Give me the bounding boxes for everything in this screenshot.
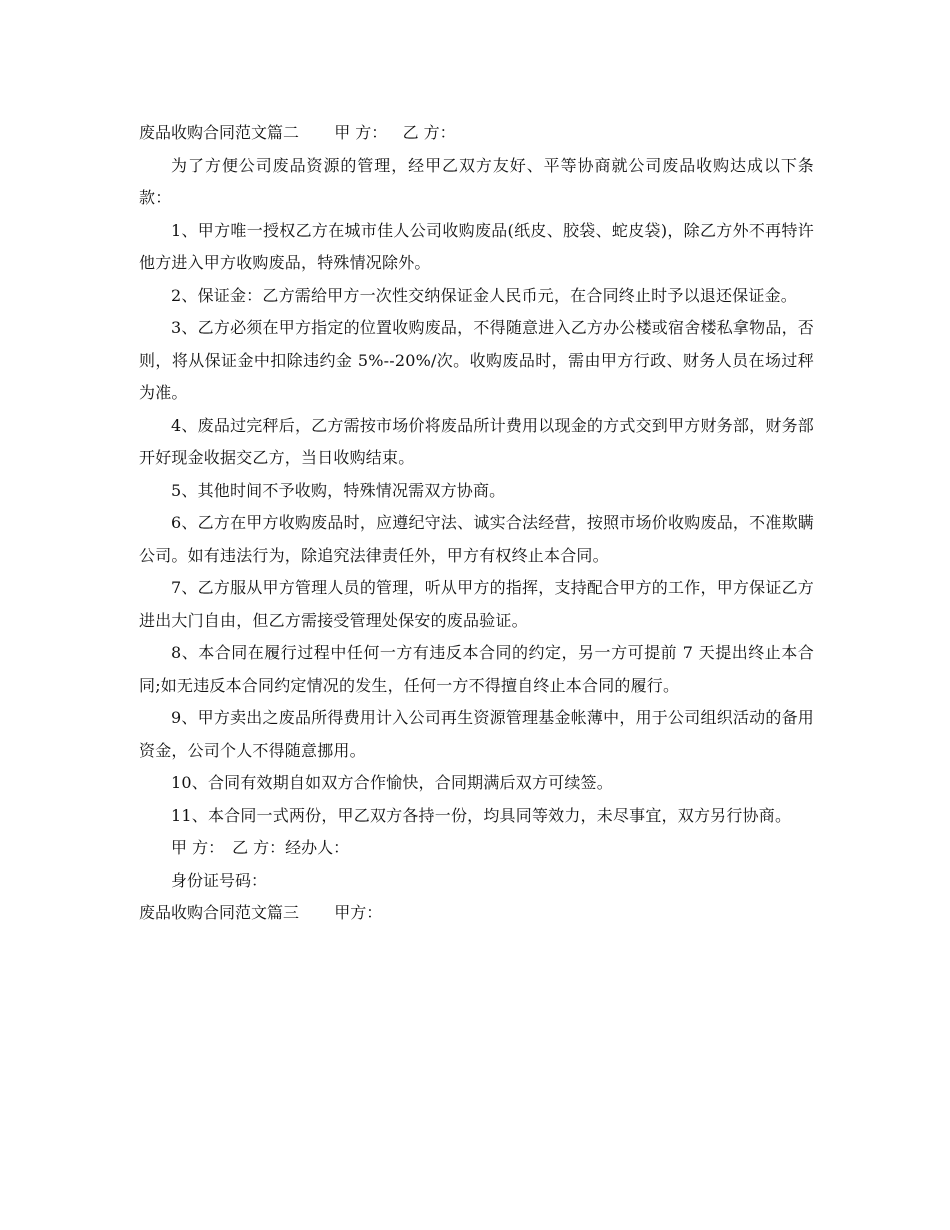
paragraph-clause-11: 11、本合同一式两份，甲乙双方各持一份，均具同等效力，未尽事宜，双方另行协商。 [171,805,792,825]
section-2-heading [139,117,814,150]
section-2-party-a: 甲 方： [334,123,388,142]
paragraph-clause-6: 6、乙方在甲方收购废品时，应遵纪守法、诚实合法经营，按照市场价收购废品，不准欺瞒公司。如有违法行为，除追究法律责任外，甲方有权终止本合同。 [139,513,814,565]
section-2-party-b: 乙 方： [402,123,456,142]
id-number-line: 身份证号码： [171,870,268,890]
paragraph-clause-8: 8、本合同在履行过程中任何一方有违反本合同的约定，另一方可提前 7 天提出终止本合同;如无违反本合同约定情况的发生，任何一方不得擅自终止本合同的履行。 [139,643,814,695]
section-3-party-a: 甲方： [334,903,383,922]
paragraph-clause-7: 7、乙方服从甲方管理人员的管理，听从甲方的指挥，支持配合甲方的工作，甲方保证乙方进出大门自由，但乙方需接受管理处保安的废品验证。 [139,578,814,630]
paragraph-intro: 为了方便公司废品资源的管理，经甲乙双方友好、平等协商就公司废品收购达成以下条款： [139,155,814,207]
paragraph-clause-5: 5、其他时间不予收购，特殊情况需双方协商。 [171,480,506,500]
section-2-title: 废品收购合同范文篇二 [139,123,300,142]
paragraph-clause-10: 10、合同有效期自如双方合作愉快，合同期满后双方可续签。 [171,773,613,792]
paragraph-clause-4: 4、废品过完秤后，乙方需按市场价将废品所计费用以现金的方式交到甲方财务部，财务部开好现金收据交乙方，当日收购结束。 [139,415,814,467]
paragraph-clause-9: 9、甲方卖出之废品所得费用计入公司再生资源管理基金帐薄中，用于公司组织活动的备用资金，公司个人不得随意挪用。 [139,708,814,760]
document-page [139,117,814,930]
signature-line: 甲 方： 乙 方：经办人： [171,838,350,857]
paragraph-clause-2: 2、保证金：乙方需给甲方一次性交纳保证金人民币元，在合同终止时予以退还保证金。 [171,285,797,305]
section-3-title: 废品收购合同范文篇三 [139,903,300,922]
section-3-heading [139,897,814,930]
paragraph-clause-3: 3、乙方必须在甲方指定的位置收购废品，不得随意进入乙方办公楼或宿舍楼私拿物品，否则，将从保证金中扣除违约金 5%--20%/次。收购废品时，需由甲方行政、财务人员在场过秤为准。 [139,318,814,402]
paragraph-clause-1: 1、甲方唯一授权乙方在城市佳人公司收购废品(纸皮、胶袋、蛇皮袋)，除乙方外不再特许他方进入甲方收购废品，特殊情况除外。 [139,220,814,272]
